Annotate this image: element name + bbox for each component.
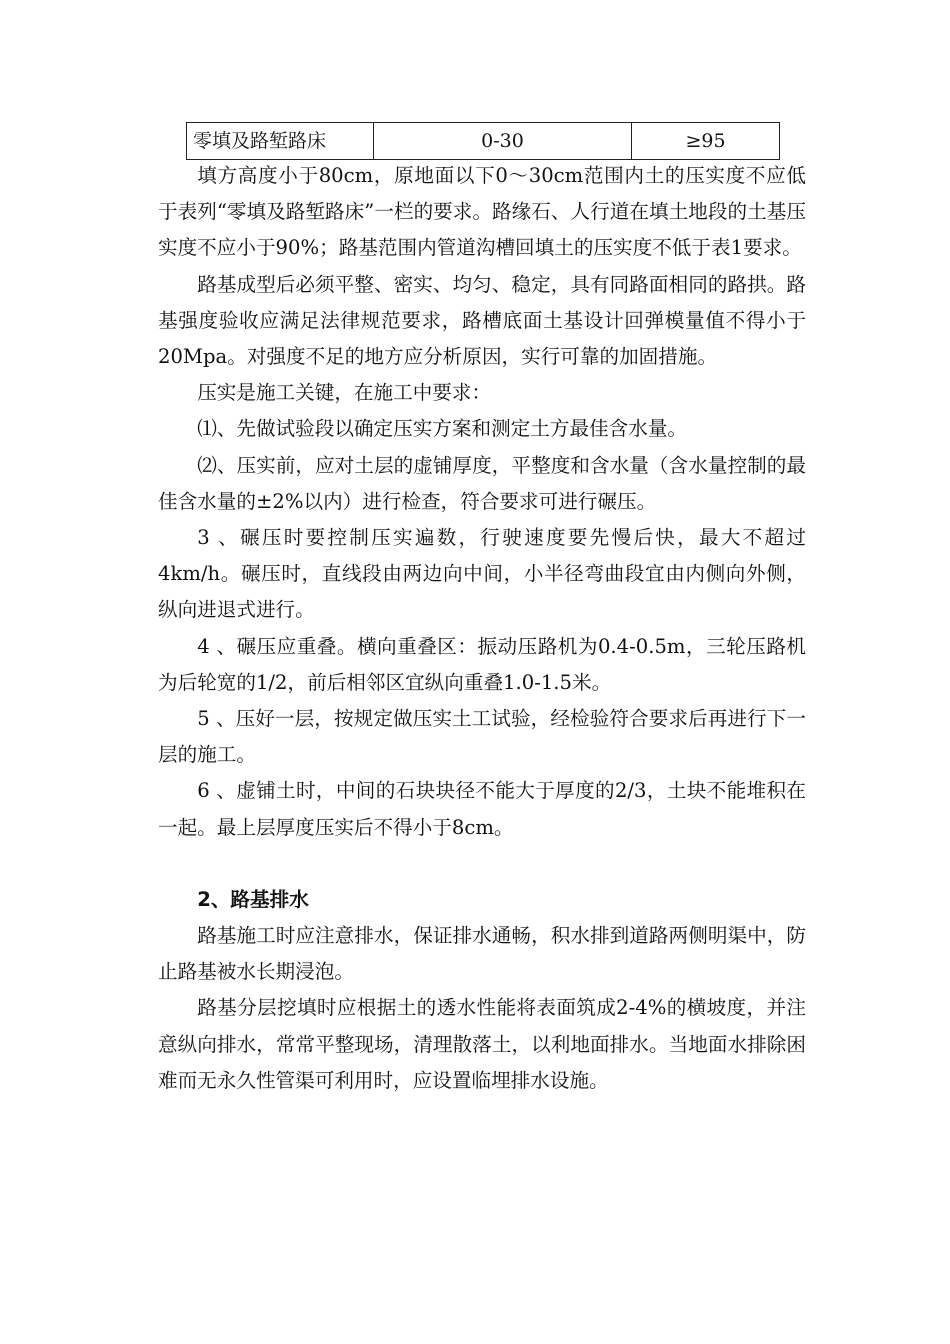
list-item: 3 、碾压时要控制压实遍数，行驶速度要先慢后快，最大不超过4km/h。碾压时，直线段由两边向中间，小半径弯曲段宜由内侧向外侧，纵向进退式进行。: [158, 526, 806, 622]
paragraph: 路基成型后必须平整、密实、均匀、稳定，具有同路面相同的路拱。路基强度验收应满足法律规范要求，路槽底面土基设计回弹模量值不得小于20Mpa。对强度不足的地方应分析原因，实行可靠的加固措施。: [158, 272, 806, 369]
compaction-table: [186, 122, 780, 160]
section-heading: 2、路基排水: [197, 887, 309, 911]
list-item: ⑴、先做试验段以确定压实方案和测定土方最佳含水量。: [197, 417, 688, 441]
paragraph: 路基分层挖填时应根据土的透水性能将表面筑成2-4%的横坡度，并注意纵向排水，常常平整现场，清理散落土，以利地面排水。当地面水排除困难而无永久性管渠可利用时，应设置临埋排水设施。: [158, 996, 806, 1092]
table-cell-name: 零填及路堑路床: [187, 123, 374, 160]
list-item: 4 、碾压应重叠。横向重叠区：振动压路机为0.4-0.5m，三轮压路机为后轮宽的1/2，前后相邻区宜纵向重叠1.0-1.5米。: [158, 634, 806, 694]
table-cell-depth: 0-30: [374, 123, 632, 160]
list-item: ⑵、压实前，应对土层的虚铺厚度，平整度和含水量（含水量控制的最佳含水量的±2%以内）进行检查，符合要求可进行碾压。: [158, 453, 806, 513]
list-item: 6 、虚铺土时，中间的石块块径不能大于厚度的2/3，土块不能堆积在一起。最上层厚度压实后不得小于8cm。: [158, 779, 806, 839]
table-cell-compaction: ≥95: [632, 123, 780, 160]
paragraph: 填方高度小于80cm，原地面以下0～30cm范围内土的压实度不应低于表列“零填及路堑路床”一栏的要求。路缘石、人行道在填土地段的土基压实度不应小于90%；路基范围内管道沟槽回填土的压实度不低于表1要求。: [158, 164, 806, 260]
table-row: [187, 123, 780, 160]
document-body: [158, 158, 806, 1099]
list-item: 5 、压好一层，按规定做压实土工试验，经检验符合要求后再进行下一层的施工。: [158, 707, 806, 767]
paragraph: 路基施工时应注意排水，保证排水通畅，积水排到道路两侧明渠中，防止路基被水长期浸泡。: [158, 924, 806, 984]
paragraph: 压实是施工关键，在施工中要求：: [197, 381, 492, 405]
